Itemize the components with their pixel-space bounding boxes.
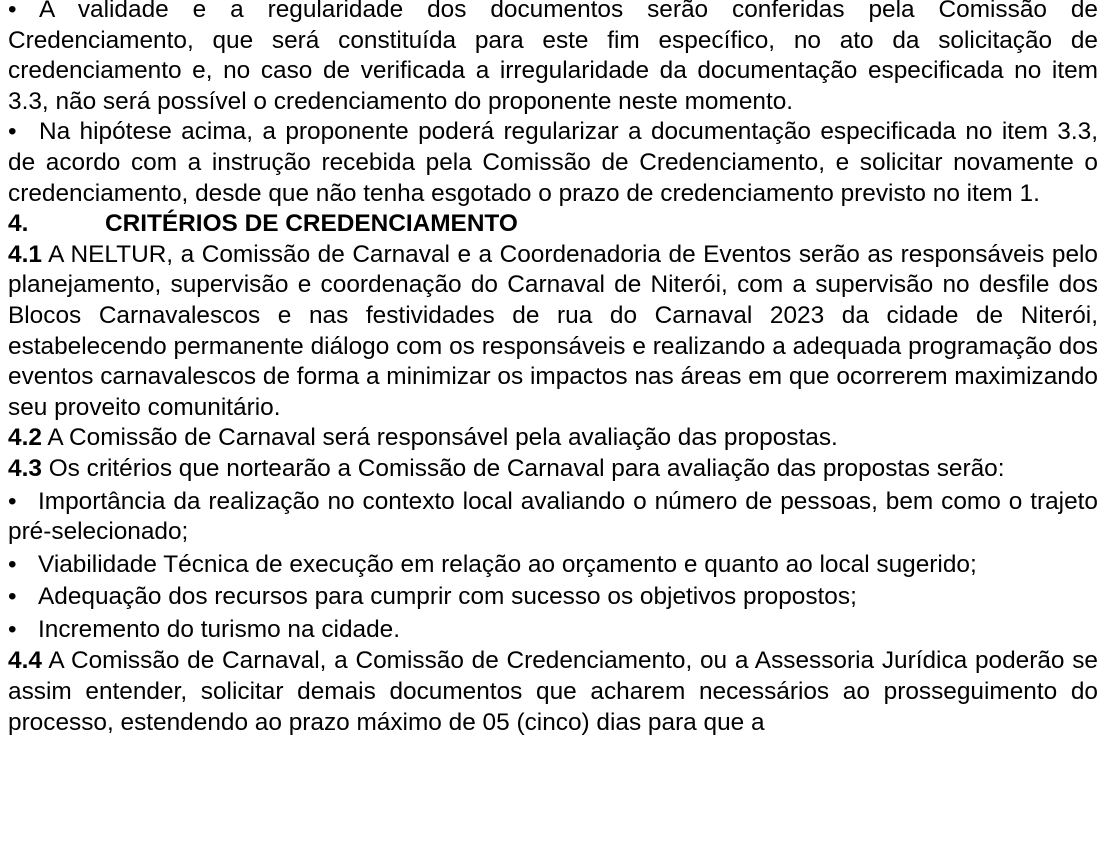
bullet-text: Adequação dos recursos para cumprir com sucesso os objetivos propostos; <box>38 583 857 611</box>
section-heading <box>8 209 1098 240</box>
item-4-4 <box>8 646 1098 738</box>
bullet-icon: • <box>8 615 17 643</box>
bullet-text: Importância da realização no contexto local avaliando o número de pessoas, bem como o trajeto pré-selecionado; <box>8 487 1098 546</box>
item-text: Os critérios que nortearão a Comissão de Carnaval para avaliação das propostas serão: <box>41 454 1005 482</box>
bullet-icon: • <box>8 550 17 578</box>
criteria-bullet-turismo <box>8 615 1098 646</box>
bullet-validade-documentos <box>8 0 1098 117</box>
item-text: A Comissão de Carnaval, a Comissão de Credenciamento, ou a Assessoria Jurídica poderão se assim entender, solicitar demais documentos que acharem necessários ao prosseguimento do processo, estendendo ao prazo máximo de 05 (cinco) dias para que a <box>8 647 1098 736</box>
item-number: 4.4 <box>8 647 42 675</box>
section-number: 4. <box>8 210 29 238</box>
bullet-icon: • <box>8 0 17 23</box>
document-page <box>8 0 1098 738</box>
item-4-1 <box>8 240 1098 424</box>
item-text: A Comissão de Carnaval será responsável pela avaliação das propostas. <box>41 424 838 452</box>
item-4-2 <box>8 423 1098 454</box>
criteria-bullet-viabilidade <box>8 550 1098 581</box>
criteria-bullet-adequacao <box>8 582 1098 613</box>
bullet-text: Viabilidade Técnica de execução em relação ao orçamento e quanto ao local sugerido; <box>38 550 977 578</box>
bullet-icon: • <box>8 583 17 611</box>
bullet-icon: • <box>8 118 17 146</box>
item-number: 4.1 <box>8 240 42 268</box>
bullet-icon: • <box>8 487 17 515</box>
criteria-bullet-importancia <box>8 487 1098 548</box>
item-text: A NELTUR, a Comissão de Carnaval e a Coordenadoria de Eventos serão as responsáveis pelo planejamento, supervisão e coordenação do Carnaval de Niterói, com a supervisão no desfile dos Blocos Carnavalescos e nas festividades de rua do Carnaval 2023 da cidade de Niterói, estabelecendo permanente diálogo com os responsáveis e realizando a adequada programação dos eventos carnavalescos de forma a minimizar os impactos nas áreas em que ocorrerem maximizando seu proveito comunitário. <box>8 240 1098 421</box>
section-title: CRITÉRIOS DE CREDENCIAMENTO <box>105 210 518 238</box>
bullet-hipotese-acima <box>8 117 1098 209</box>
item-number: 4.2 <box>8 424 42 452</box>
bullet-text: A validade e a regularidade dos documentos serão conferidas pela Comissão de Credenciamento, que será constituída para este fim específico, no ato da solicitação de credenciamento e, no caso de verificada a irregularidade da documentação especificada no item 3.3, não será possível o credenciamento do proponente neste momento. <box>8 0 1098 115</box>
item-4-3 <box>8 454 1098 485</box>
bullet-text: Na hipótese acima, a proponente poderá regularizar a documentação especificada no item 3.3, de acordo com a instrução recebida pela Comissão de Credenciamento, e solicitar novamente o credenciamento, desde que não tenha esgotado o prazo de credenciamento previsto no item 1. <box>8 118 1098 207</box>
item-number: 4.3 <box>8 454 42 482</box>
bullet-text: Incremento do turismo na cidade. <box>38 615 400 643</box>
